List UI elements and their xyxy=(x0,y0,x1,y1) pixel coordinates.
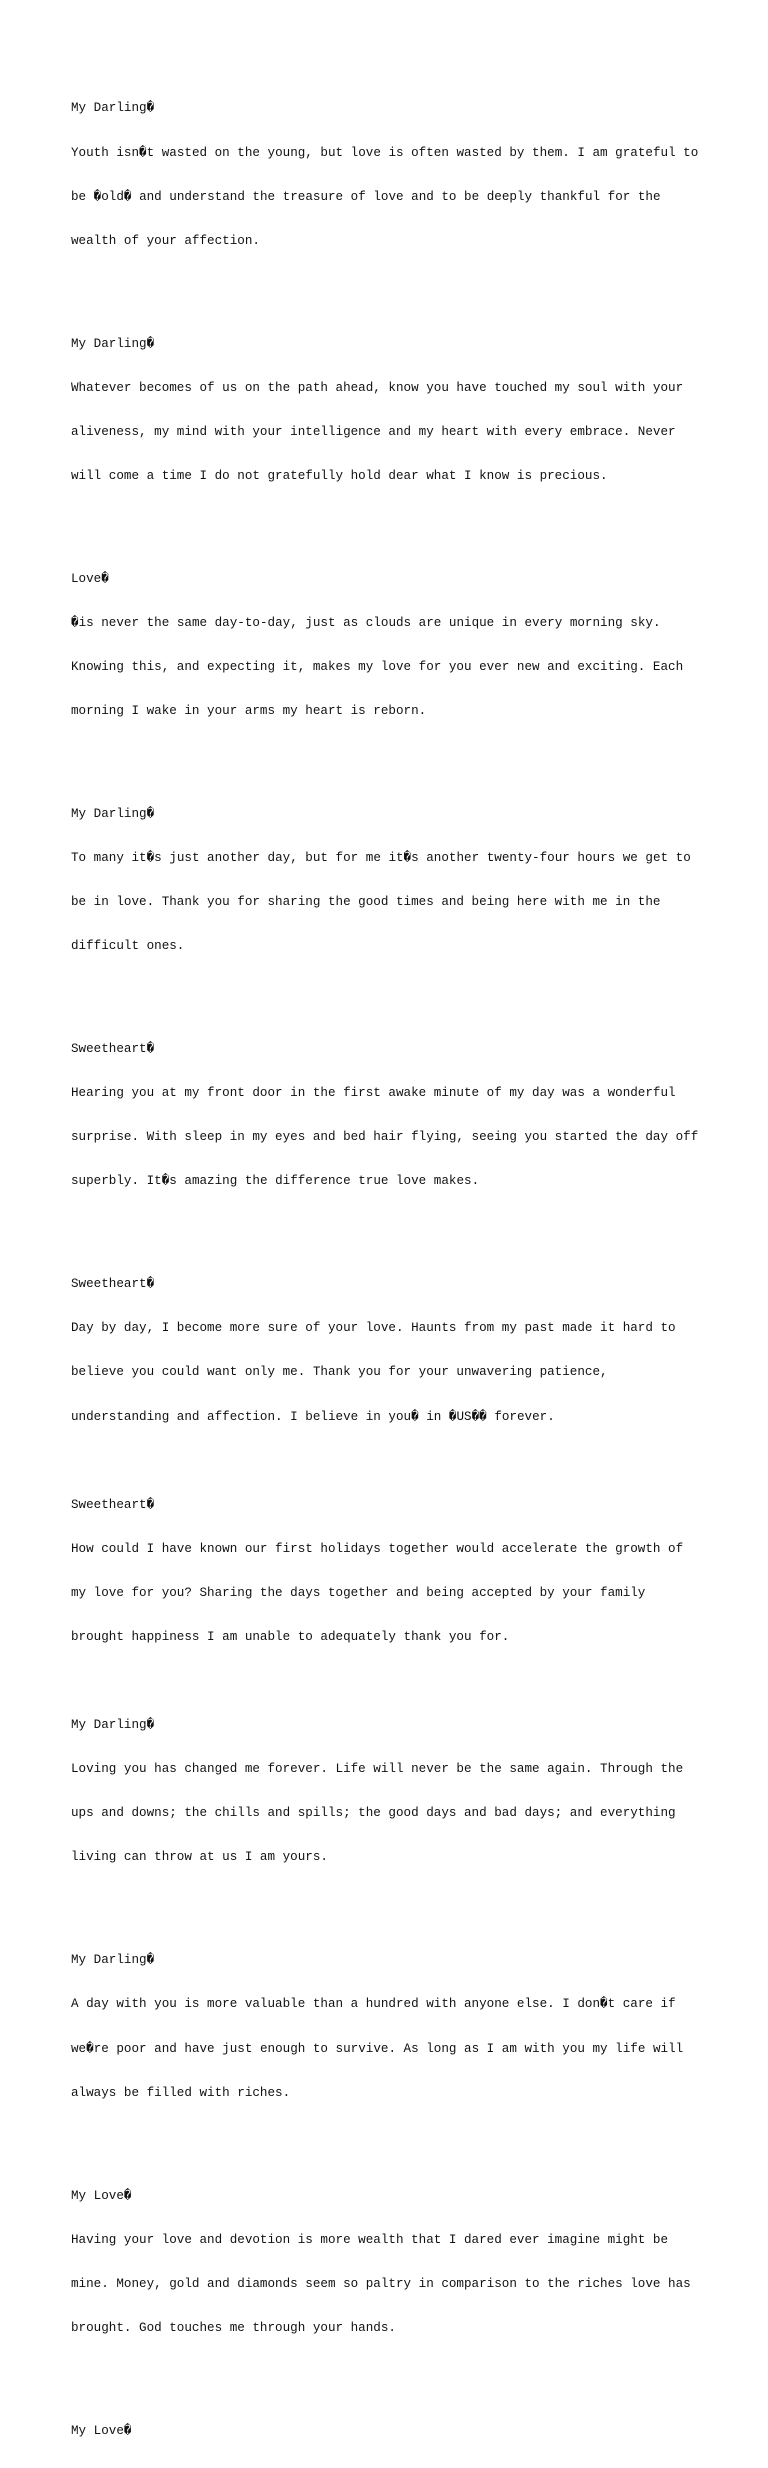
text-line: To many it�s just another day, but for me it�s another twenty-four hours we get to xyxy=(71,851,691,866)
salutation: My Darling� xyxy=(71,1718,155,1733)
letter-9 xyxy=(71,1924,711,2130)
salutation: Sweetheart� xyxy=(71,1277,155,1292)
text-line: ups and downs; the chills and spills; the good days and bad days; and everything xyxy=(71,1806,676,1821)
text-line: surprise. With sleep in my eyes and bed hair flying, seeing you started the day off xyxy=(71,1130,699,1145)
text-line: superbly. It�s amazing the difference true love makes. xyxy=(71,1174,480,1189)
text-line: aliveness, my mind with your intelligence and my heart with every embrace. Never xyxy=(71,424,676,439)
text-line: difficult ones. xyxy=(71,939,185,954)
text-line: brought happiness I am unable to adequately thank you for. xyxy=(71,1630,510,1645)
salutation: My Love� xyxy=(71,2423,132,2438)
letter-8 xyxy=(71,1689,711,1895)
text-line: living can throw at us I am yours. xyxy=(71,1850,328,1865)
text-line: always be filled with riches. xyxy=(71,2085,291,2100)
text-line: A day with you is more valuable than a hundred with anyone else. I don�t care if xyxy=(71,1997,676,2012)
salutation: My Darling� xyxy=(71,101,155,116)
text-line: Loving you has changed me forever. Life will never be the same again. Through the xyxy=(71,1762,684,1777)
salutation: My Darling� xyxy=(71,806,155,821)
text-line: believe you could want only me. Thank you for your unwavering patience, xyxy=(71,1365,608,1380)
text-line: will come a time I do not gratefully hold dear what I know is precious. xyxy=(71,468,608,483)
text-line: Youth isn�t wasted on the young, but love is often wasted by them. I am grateful to xyxy=(71,145,699,160)
text-line: brought. God touches me through your hands. xyxy=(71,2320,396,2335)
salutation: My Love� xyxy=(71,2188,132,2203)
letter-4 xyxy=(71,778,711,984)
letter-11 xyxy=(71,2394,711,2468)
text-line: understanding and affection. I believe in you� in �US�� forever. xyxy=(71,1409,555,1424)
letter-7 xyxy=(71,1468,711,1674)
letter-5 xyxy=(71,1013,711,1219)
text-line: wealth of your affection. xyxy=(71,233,260,248)
salutation: Sweetheart� xyxy=(71,1042,155,1057)
text-line: Day by day, I become more sure of your love. Haunts from my past made it hard to xyxy=(71,1321,676,1336)
text-line: mine. Money, gold and diamonds seem so paltry in comparison to the riches love has xyxy=(71,2276,691,2291)
text-line: we�re poor and have just enough to survive. As long as I am with you my life will xyxy=(71,2041,684,2056)
text-line: How could I have known our first holidays together would accelerate the growth of xyxy=(71,1541,684,1556)
letter-2 xyxy=(71,307,711,513)
salutation: Sweetheart� xyxy=(71,1497,155,1512)
letter-1 xyxy=(71,72,711,278)
salutation: My Darling� xyxy=(71,336,155,351)
text-line: morning I wake in your arms my heart is reborn. xyxy=(71,704,427,719)
text-line: Hearing you at my front door in the first awake minute of my day was a wonderful xyxy=(71,1086,676,1101)
letter-6 xyxy=(71,1248,711,1454)
text-line: Having your love and devotion is more wealth that I dared ever imagine might be xyxy=(71,2232,669,2247)
salutation: Love� xyxy=(71,571,109,586)
document-body xyxy=(71,72,711,2468)
text-line: be �old� and understand the treasure of love and to be deeply thankful for the xyxy=(71,189,661,204)
letter-3 xyxy=(71,542,711,748)
salutation: My Darling� xyxy=(71,1953,155,1968)
text-line: my love for you? Sharing the days together and being accepted by your family xyxy=(71,1585,646,1600)
text-line: Whatever becomes of us on the path ahead, know you have touched my soul with your xyxy=(71,380,684,395)
text-line: �is never the same day-to-day, just as clouds are unique in every morning sky. xyxy=(71,615,661,630)
text-line: Knowing this, and expecting it, makes my love for you ever new and exciting. Each xyxy=(71,659,684,674)
letter-10 xyxy=(71,2159,711,2365)
text-line: be in love. Thank you for sharing the good times and being here with me in the xyxy=(71,895,661,910)
